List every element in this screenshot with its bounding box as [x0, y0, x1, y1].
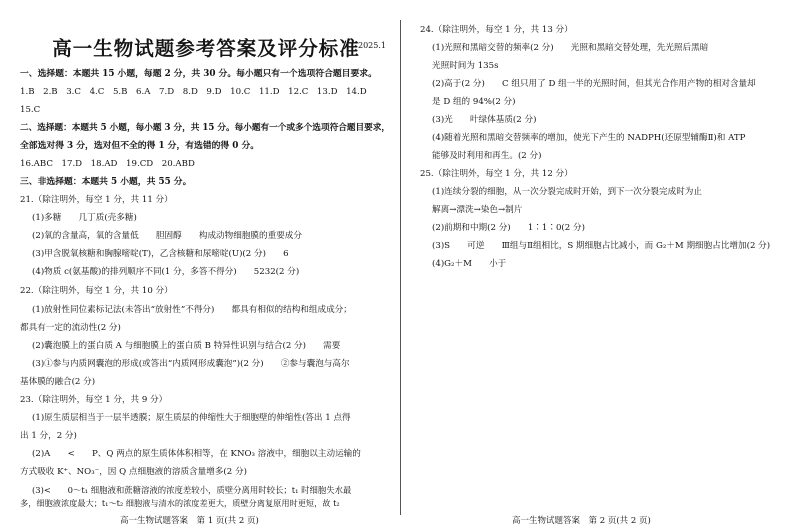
- answer-line: 能够及时利用和再生。(2 分): [432, 151, 542, 161]
- section-heading: 全部选对得 3 分，选对但不全的得 1 分，有选错的得 0 分。: [20, 141, 260, 151]
- question-heading: 25.（除注明外，每空 1 分，共 12 分）: [420, 169, 573, 179]
- page-footer: 高一生物试题答案 第 1 页(共 2 页): [120, 516, 259, 526]
- question-heading: 22.（除注明外，每空 1 分，共 10 分）: [20, 286, 173, 296]
- question-heading: 21.（除注明外，每空 1 分，共 11 分）: [20, 195, 173, 205]
- answer-line: (1)连续分裂的细胞，从一次分裂完成时开始，到下一次分裂完成时为止: [432, 187, 702, 197]
- answer-line: 方式吸收 K⁺、NO₃⁻，因 Q 点细胞液的溶质含量增多(2 分): [20, 467, 247, 477]
- answer-line: (3)< 0～t₁ 细胞液和蔗糖溶液的浓度差较小，质壁分离用时较长；t₁ 时细胞失水最: [32, 485, 352, 495]
- answer-line: 基体膜的融合(2 分): [20, 377, 96, 387]
- answer-line: 解离→漂洗→染色→制片: [432, 205, 523, 215]
- answer-line: 多，细胞液浓度最大；t₁～t₂ 细胞液与清水的浓度差更大，质壁分离复原用时更短，故 t₂: [20, 498, 340, 508]
- answer-line: 是 D 组的 94%(2 分): [432, 97, 516, 107]
- page-title: 高一生物试题参考答案及评分标准: [52, 37, 360, 60]
- answer-line: (1)原生质层相当于一层半透膜；原生质层的伸缩性大于细胞壁的伸缩性(答出 1 点得: [32, 413, 351, 423]
- question-heading: 23.（除注明外，每空 1 分，共 9 分）: [20, 395, 168, 405]
- answer-line: (2)前期和中期(2 分) 1∶1∶0(2 分): [432, 223, 585, 233]
- answer-line: 1.B 2.B 3.C 4.C 5.B 6.A 7.D 8.D 9.D 10.C 11.D 12.C 13.D 14.D: [20, 87, 367, 97]
- section-heading: 二、选择题：本题共 5 小题，每小题 3 分，共 15 分。每小题有一个或多个选项符合题目要求，: [20, 123, 390, 133]
- answer-line: (3)①参与内质网囊泡的形成(或答出“内质网形成囊泡”)(2 分) ②参与囊泡与高尔: [32, 359, 350, 369]
- exam-date: 2025.1: [358, 41, 386, 50]
- section-heading: 一、选择题：本题共 15 小题，每题 2 分，共 30 分。每小题只有一个选项符合题目要求。: [20, 69, 377, 79]
- question-heading: 24.（除注明外，每空 1 分，共 13 分）: [420, 25, 573, 35]
- page-footer: 高一生物试题答案 第 2 页(共 2 页): [512, 516, 651, 526]
- answer-line: (1)放射性同位素标记法(未答出“放射性”不得分) 都具有相似的结构和组成成分；: [32, 305, 352, 315]
- answer-line: (2)A < P、Q 两点的原生质体体积相等，在 KNO₃ 溶液中，细胞以主动运输的: [32, 449, 361, 459]
- answer-line: (2)氧的含量高，氧的含量低 胆固醇 构成动物细胞膜的重要成分: [32, 231, 302, 241]
- title-block: [20, 33, 392, 61]
- answer-line: 光照时间为 135s: [432, 61, 499, 71]
- answer-line: (3)甲含脱氧核糖和胸腺嘧啶(T)，乙含核糖和尿嘧啶(U)(2 分) 6: [32, 249, 289, 259]
- answer-line: (3)S 可逆 Ⅲ组与Ⅱ组相比，S 期细胞占比减小，而 G₂＋M 期细胞占比增加(2 分): [432, 241, 771, 251]
- answer-line: 16.ABC 17.D 18.AD 19.CD 20.ABD: [20, 159, 195, 169]
- answer-line: (4)物质 c(氨基酸)的排列顺序不同(1 分，多答不得分) 5232(2 分): [32, 267, 300, 277]
- section-heading: 三、非选择题：本题共 5 小题，共 55 分。: [20, 177, 192, 187]
- answer-line: (1)多糖 几丁质(壳多糖): [32, 213, 137, 223]
- answer-line: 都具有一定的流动性(2 分): [20, 323, 121, 333]
- answer-line: (2)高于(2 分) C 组只用了 D 组一半的光照时间，但其光合作用产物的相对含量却: [432, 79, 756, 89]
- answer-line: (2)囊泡膜上的蛋白质 A 与细胞膜上的蛋白质 B 特异性识别与结合(2 分) 需要: [32, 341, 341, 351]
- answer-line: (4)随着光照和黑暗交替频率的增加，使光下产生的 NADPH(还原型辅酶Ⅱ)和 ATP: [432, 133, 746, 143]
- answer-line: (4)G₂＋M 小于: [432, 259, 507, 269]
- answer-line: (3)光 叶绿体基质(2 分): [432, 115, 537, 125]
- answer-line: (1)光照和黑暗交替的频率(2 分) 光照和黑暗交替处理，先光照后黑暗: [432, 43, 709, 53]
- answer-line: 15.C: [20, 105, 41, 115]
- answer-line: 出 1 分，2 分): [20, 431, 77, 441]
- page-divider: [400, 20, 401, 515]
